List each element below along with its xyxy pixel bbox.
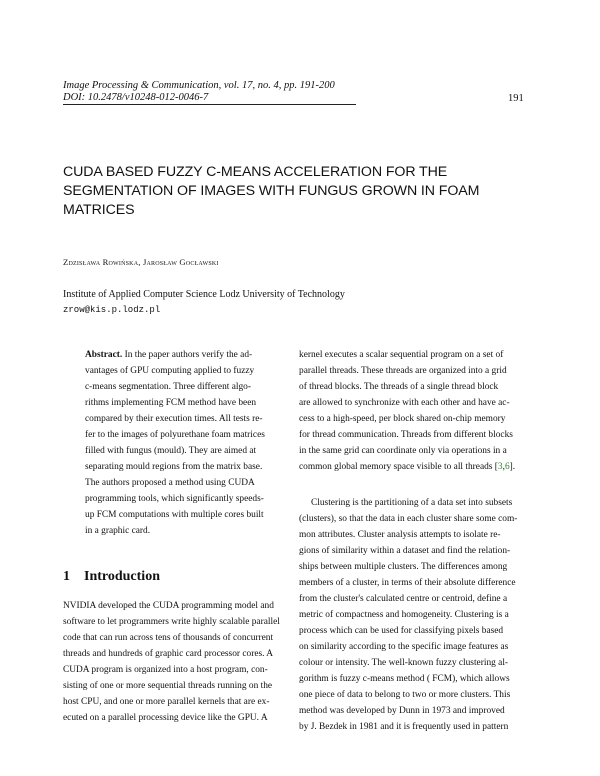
title-line: MATRICES xyxy=(63,202,135,218)
text-line-text: are allowed to synchronize with each other and have ac- xyxy=(299,398,510,408)
text-line-text: of thread blocks. The threads of a single thread block xyxy=(299,382,499,392)
paper-title xyxy=(63,163,523,220)
text-line xyxy=(299,527,521,543)
abstract-line-text: fer to the images of polyurethane foam matrices xyxy=(85,430,265,440)
abstract-line xyxy=(85,507,271,523)
text-line-text: by J. Bezdek in 1981 and it is frequently used in pattern xyxy=(299,722,509,732)
authors: Zdzisława Rowińska, Jarosław Gocławski xyxy=(63,257,219,267)
text-line-text: parallel threads. These threads are organized into a grid xyxy=(299,366,507,376)
intro-text xyxy=(63,598,286,726)
text-line-text: NVIDIA developed the CUDA programming model and xyxy=(63,601,274,611)
citation-close: ]. xyxy=(509,462,516,472)
abstract-line-text: The authors proposed a method using CUDA xyxy=(85,478,255,488)
text-line xyxy=(299,459,521,475)
abstract-line xyxy=(85,395,271,411)
text-line-text: members of a cluster, in terms of their absolute difference xyxy=(299,578,516,588)
text-line-text: ships between multiple clusters. The differences among xyxy=(299,562,508,572)
abstract-line xyxy=(85,523,271,539)
title-line: CUDA BASED FUZZY C-MEANS ACCELERATION FOR THE xyxy=(63,164,448,180)
page-number: 191 xyxy=(508,93,524,104)
text-line-text: CUDA program is organized into a host program, con- xyxy=(63,665,268,675)
text-line-text: method was developed by Dunn in 1973 and improved xyxy=(299,706,505,716)
text-line-text: one piece of data to belong to two or more clusters. This xyxy=(299,690,511,700)
text-line xyxy=(299,495,521,511)
text-line xyxy=(63,662,286,678)
text-line-text: process which can be used for classifying pixels based xyxy=(299,626,504,636)
abstract-line-text: programming tools, which significantly speeds- xyxy=(85,494,264,504)
text-line-text: sisting of one or more sequential threads running on the xyxy=(63,681,273,691)
text-line-text: colour or intensity. The well-known fuzzy clustering al- xyxy=(299,658,509,668)
citation-link[interactable]: 3 xyxy=(497,462,503,472)
text-line xyxy=(299,719,521,735)
abstract-line xyxy=(85,475,271,491)
text-line xyxy=(299,543,521,559)
abstract-line-text: vantages of GPU computing applied to fuzzy xyxy=(85,366,255,376)
abstract-line xyxy=(85,347,271,363)
doi: DOI: 10.2478/v10248-012-0046-7 xyxy=(63,92,209,103)
abstract xyxy=(85,347,271,539)
journal-header xyxy=(63,80,383,104)
text-line xyxy=(299,591,521,607)
text-line xyxy=(299,655,521,671)
text-line xyxy=(299,363,521,379)
text-line xyxy=(63,598,286,614)
abstract-line xyxy=(85,379,271,395)
text-line xyxy=(299,379,521,395)
text-line xyxy=(299,347,521,363)
text-line xyxy=(63,630,286,646)
text-line-text: gions of similarity within a dataset and find the relation- xyxy=(299,546,511,556)
text-line-text: cess to a high-speed, per block shared on-chip memory xyxy=(299,414,506,424)
text-line-text: threads and hundreds of graphic card processor cores. A xyxy=(63,649,274,659)
text-line xyxy=(63,710,286,726)
text-line-text: on similarity according to the specific image features as xyxy=(299,642,509,652)
text-line-text: for thread communication. Threads from different blocks xyxy=(299,430,513,440)
abstract-line-text: rithms implementing FCM method have been xyxy=(85,398,257,408)
abstract-line-text: c-means segmentation. Three different algo- xyxy=(85,382,251,392)
text-line xyxy=(299,575,521,591)
abstract-label: Abstract. xyxy=(85,350,125,360)
abstract-line-text: up FCM computations with multiple cores built xyxy=(85,510,264,520)
text-line-text: ecuted on a parallel processing device like the GPU. A xyxy=(63,713,268,723)
abstract-line-text: in a graphic card. xyxy=(85,526,151,536)
abstract-line xyxy=(85,427,271,443)
abstract-line-text: compared by their execution times. All tests re- xyxy=(85,414,263,424)
title-line: SEGMENTATION OF IMAGES WITH FUNGUS GROWN IN FOAM xyxy=(63,183,480,199)
text-line-text: gorithm is fuzzy c-means method ( FCM), which allows xyxy=(299,674,510,684)
text-line xyxy=(299,607,521,623)
journal-citation: Image Processing & Communication, vol. 17, no. 4, pp. 191-200 xyxy=(63,80,335,91)
text-line-text: host CPU, and one or more parallel kernels that are ex- xyxy=(63,697,270,707)
right-column xyxy=(299,347,521,735)
text-line-text: from the cluster's calculated centre or centroid, define a xyxy=(299,594,508,604)
affiliation: Institute of Applied Computer Science Lodz University of Technology xyxy=(63,289,345,300)
text-line-text: common global memory space visible to all threads [ xyxy=(299,462,498,472)
section-number: 1 xyxy=(63,569,70,584)
text-line xyxy=(299,623,521,639)
text-line xyxy=(299,511,521,527)
text-line xyxy=(63,678,286,694)
abstract-line-text: filled with fungus (mould). They are aimed at xyxy=(85,446,257,456)
text-line xyxy=(299,703,521,719)
text-line xyxy=(299,411,521,427)
abstract-line xyxy=(85,363,271,379)
paragraph-gap xyxy=(299,475,521,495)
text-line-text: metric of compactness and homogeneity. Clustering is a xyxy=(299,610,509,620)
text-line xyxy=(63,614,286,630)
abstract-line xyxy=(85,459,271,475)
text-line-text: in the same grid can coordinate only via operations in a xyxy=(299,446,507,456)
abstract-line xyxy=(85,443,271,459)
text-line xyxy=(299,443,521,459)
text-line-text: kernel executes a scalar sequential program on a set of xyxy=(299,350,504,360)
citation-separator: , xyxy=(502,462,505,472)
abstract-line xyxy=(85,411,271,427)
abstract-line-text: In the paper authors verify the ad- xyxy=(124,350,253,360)
text-line xyxy=(299,395,521,411)
abstract-line xyxy=(85,491,271,507)
text-line xyxy=(299,427,521,443)
text-line-text: Clustering is the partitioning of a data set into subsets xyxy=(311,498,513,508)
text-line xyxy=(63,646,286,662)
text-line xyxy=(299,671,521,687)
text-line xyxy=(63,694,286,710)
text-line-text: mon attributes. Cluster analysis attempts to isolate re- xyxy=(299,530,501,540)
text-line xyxy=(299,639,521,655)
citation-link[interactable]: 6 xyxy=(504,462,510,472)
email: zrow@kis.p.lodz.pl xyxy=(63,305,161,315)
text-line-text: software to let programmers write highly scalable parallel xyxy=(63,617,280,627)
text-line xyxy=(299,559,521,575)
abstract-line-text: separating mould regions from the matrix base. xyxy=(85,462,263,472)
section-heading xyxy=(63,569,160,585)
text-line-text: (clusters), so that the data in each cluster share some com- xyxy=(299,514,518,524)
section-title: Introduction xyxy=(84,569,160,584)
text-line-text: code that can run across tens of thousands of concurrent xyxy=(63,633,274,643)
text-line xyxy=(299,687,521,703)
header-rule xyxy=(63,104,356,105)
